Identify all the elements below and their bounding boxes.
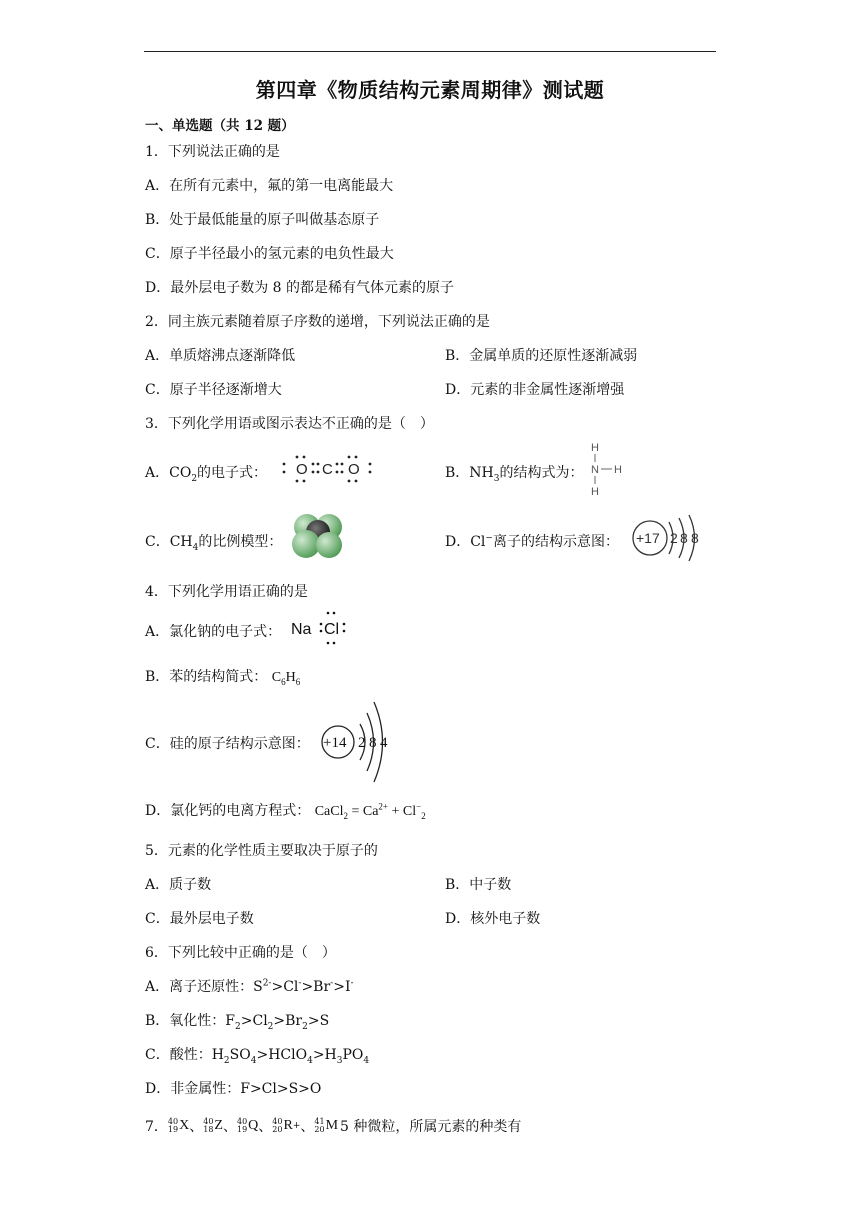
q1-stem: 1．下列说法正确的是 (145, 144, 280, 160)
eq-cacl-sub: 2 (343, 810, 348, 821)
nuclide-numbers (203, 1118, 213, 1134)
q2-option-c: C．原子半径逐渐增大 (145, 382, 282, 398)
q3-option-b (445, 462, 583, 484)
q6-option-c (145, 1044, 369, 1066)
q6-a-1: A．离子还原性：S (145, 979, 263, 995)
q5-option-d: D．核外电子数 (445, 911, 541, 927)
nh3-atom-h-right: H (614, 464, 622, 476)
separator: 、 (189, 1119, 204, 1135)
q3-b-sub: 3 (493, 473, 500, 484)
q1-option-c: C．原子半径最小的氢元素的电负性最大 (145, 246, 394, 262)
q4-b-label: B．苯的结构简式： (145, 669, 268, 685)
q6-c-4: >H (312, 1047, 337, 1063)
nacl-cl: Cl (324, 621, 340, 638)
nh3-atom-h-top: H (591, 442, 599, 454)
si-shell-2: 8 (369, 735, 377, 751)
q6-a-2: >Cl (271, 979, 299, 995)
eq-cl: + Cl (388, 804, 417, 819)
element-symbol: M (325, 1118, 339, 1133)
nacl-na: Na (291, 621, 312, 638)
q3-option-c (145, 531, 282, 553)
cacl2-equation (314, 801, 426, 821)
nuclide-numbers (314, 1118, 324, 1134)
q3-option-a (145, 462, 267, 484)
q6-c-o2-sub: 4 (307, 1055, 313, 1066)
element-symbol: X (179, 1118, 190, 1133)
q3-b-suffix: 的结构式为： (499, 465, 584, 481)
nuclide-q (237, 1118, 258, 1134)
q2-option-d: D．元素的非金属性逐渐增强 (445, 382, 625, 398)
nacl-electron-formula (288, 608, 358, 648)
q4-option-b (145, 666, 300, 687)
q6-c-h-sub: 2 (223, 1055, 230, 1066)
q3-c-sub: 4 (192, 542, 199, 553)
element-symbol: R (283, 1118, 293, 1133)
nuclide-numbers (168, 1118, 178, 1134)
q4-stem: 4．下列化学用语正确的是 (145, 584, 308, 600)
q3-d-sup: − (485, 533, 493, 544)
eq-ca: = Ca (347, 804, 379, 819)
q3-c-suffix: 的比例模型： (198, 534, 283, 550)
q1-option-a: A．在所有元素中，氟的第一电离能最大 (145, 178, 394, 194)
benzene-h: H (285, 670, 296, 685)
ch4-space-filling-model (288, 510, 348, 562)
separator: 、 (300, 1119, 315, 1135)
q6-c-2: SO (229, 1047, 251, 1063)
element-symbol: Z (214, 1118, 223, 1133)
q4-option-c: C．硅的原子结构示意图： (145, 736, 310, 752)
atomic-number: 19 (167, 1125, 179, 1134)
q6-c-3: >HClO (256, 1047, 308, 1063)
cl-ion-structure-diagram (628, 512, 708, 564)
q6-b-1: B．氧化性：F (145, 1013, 236, 1029)
q6-a-s-sup: 2- (262, 978, 272, 989)
benzene-c: C (271, 670, 282, 685)
mass-number: 40 (203, 1117, 214, 1126)
section-heading: 一、单选题（共 12 题） (145, 118, 295, 134)
nuclide-z (203, 1118, 223, 1134)
q3-d-suffix: 离子的结构示意图： (492, 534, 619, 550)
q1-option-d: D．最外层电子数为 8 的都是稀有气体元素的原子 (145, 280, 455, 296)
eq-cl-sup: − (416, 801, 422, 812)
q6-b-2: >Cl (240, 1013, 268, 1029)
si-atom-structure-diagram (318, 699, 398, 785)
q6-c-1: C．酸性：H (145, 1047, 224, 1063)
q7-particles (168, 1116, 340, 1136)
q6-b-f-sub: 2 (235, 1021, 241, 1032)
q6-stem: 6．下列比较中正确的是（ ） (145, 945, 336, 961)
q3-option-d (445, 531, 619, 551)
eq-cl-sub: 2 (421, 810, 426, 821)
cl-shell-2: 8 (680, 530, 688, 546)
q5-stem: 5．元素的化学性质主要取决于原子的 (145, 843, 378, 859)
co2-atom-c: C (322, 461, 333, 478)
atomic-number: 20 (314, 1125, 325, 1134)
nuclide-x (168, 1118, 189, 1134)
q7-number: 7． (145, 1119, 168, 1135)
page-title: 第四章《物质结构元素周期律》测试题 (255, 78, 605, 102)
nh3-structural-formula (584, 438, 634, 500)
q6-c-o-sub: 4 (250, 1055, 257, 1066)
q6-a-i-sup: - (350, 978, 354, 989)
q6-b-3: >Br (273, 1013, 303, 1029)
benzene-formula (272, 670, 300, 685)
si-nucleus-charge: +14 (323, 735, 347, 751)
si-shell-1: 2 (358, 735, 366, 751)
nuclide-numbers (272, 1118, 282, 1134)
q6-b-br-sub: 2 (302, 1021, 308, 1032)
q5-option-b: B．中子数 (445, 877, 512, 893)
q6-option-a (145, 976, 354, 996)
mass-number: 40 (167, 1117, 179, 1126)
q6-a-br-sup: - (330, 978, 334, 989)
q5-option-a: A．质子数 (145, 877, 212, 893)
separator: 、 (258, 1119, 273, 1135)
nh3-atom-n: N (591, 464, 599, 476)
q6-a-3: >Br (301, 979, 331, 995)
cl-shell-3: 8 (691, 530, 699, 546)
q2-option-a: A．单质熔沸点逐渐降低 (145, 348, 296, 364)
atomic-number: 18 (203, 1125, 214, 1134)
q6-a-cl-sup: - (298, 978, 302, 989)
q6-c-5: PO (342, 1047, 364, 1063)
q6-option-d: D．非金属性：F>Cl>S>O (145, 1081, 322, 1097)
q1-option-b: B．处于最低能量的原子叫做基态原子 (145, 212, 380, 228)
atomic-number: 20 (272, 1125, 283, 1134)
q6-option-b (145, 1010, 329, 1032)
q3-d-prefix: D．Cl (445, 534, 486, 550)
q3-a-suffix: 的电子式： (197, 465, 268, 481)
q3-c-prefix: C．CH (145, 534, 193, 550)
header-rule (144, 51, 716, 52)
atomic-number: 19 (236, 1125, 248, 1134)
co2-atom-o2: O (348, 461, 360, 478)
q7-stem (145, 1116, 521, 1136)
q4-option-d (145, 800, 426, 821)
nuclide-r (272, 1118, 300, 1134)
nuclide-m (314, 1118, 338, 1134)
q3-a-prefix: A．CO (145, 465, 192, 481)
q6-c-h2-sub: 3 (336, 1055, 343, 1066)
q6-a-4: >I (333, 979, 351, 995)
mass-number: 40 (272, 1117, 283, 1126)
mass-number: 40 (236, 1117, 248, 1126)
q7-tail: 5 种微粒，所属元素的种类有 (340, 1119, 522, 1135)
q3-stem: 3．下列化学用语或图示表达不正确的是（ ） (145, 416, 434, 432)
co2-atom-o1: O (296, 461, 308, 478)
nuclide-numbers (237, 1118, 247, 1134)
benzene-h-sub: 6 (295, 676, 301, 687)
eq-cacl: CaCl (314, 804, 344, 819)
separator: 、 (222, 1119, 237, 1135)
benzene-c-sub: 6 (281, 676, 286, 687)
eq-ca-sup: 2+ (378, 801, 388, 812)
mass-number: 41 (314, 1117, 325, 1126)
q2-stem: 2．同主族元素随着原子序数的递增，下列说法正确的是 (145, 314, 490, 330)
q4-option-a: A．氯化钠的电子式： (145, 624, 282, 640)
q3-b-prefix: B．NH (445, 465, 494, 481)
ion-charge: + (292, 1121, 301, 1131)
q2-option-b: B．金属单质的还原性逐渐减弱 (445, 348, 638, 364)
q3-a-sub: 2 (191, 473, 198, 484)
q6-b-cl-sub: 2 (267, 1021, 274, 1032)
q5-option-c: C．最外层电子数 (145, 911, 254, 927)
q4-d-label: D．氯化钙的电离方程式： (145, 803, 311, 819)
co2-electron-formula (278, 452, 378, 486)
cl-nucleus-charge: +17 (636, 530, 660, 546)
element-symbol: Q (248, 1118, 259, 1133)
nh3-atom-h-bottom: H (591, 486, 599, 498)
q6-c-o3-sub: 4 (363, 1055, 370, 1066)
cl-shell-1: 2 (670, 530, 678, 546)
q6-b-4: >S (307, 1013, 330, 1029)
si-shell-3: 4 (380, 735, 388, 751)
